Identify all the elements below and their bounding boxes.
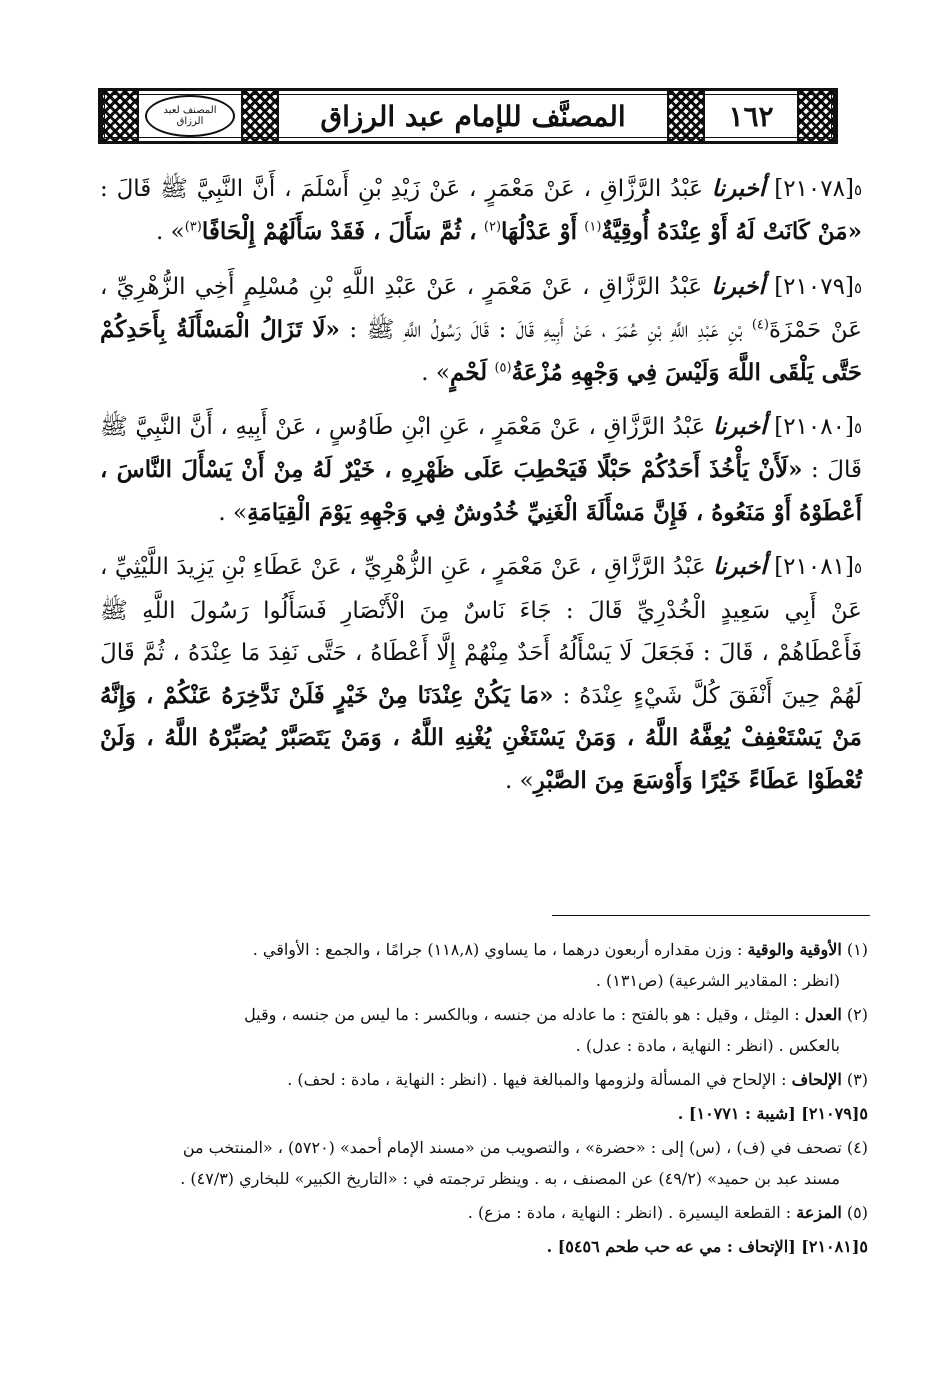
footnote-4 (100, 1132, 868, 1194)
footnote-number: (٤) (846, 1138, 868, 1157)
hadith-21079 (100, 266, 862, 394)
footnote-ref-4: (٤) (751, 317, 769, 333)
matn-part-2: أَوْ عَدْلُهَا (501, 218, 577, 246)
footnote-ref-5: (٥) (494, 359, 512, 375)
footnote-term: الإلحاف (791, 1070, 842, 1089)
akhbarana: أخبرنا (711, 175, 766, 202)
matn-end: » . (505, 767, 534, 794)
header-ornament-right (797, 91, 835, 141)
footnote-ref-3: (٣) (184, 219, 202, 235)
footnote-continuation: بالعكس . (انظر : النهاية ، مادة : عدل) . (575, 1036, 840, 1055)
isnad: عَبْدُ الرَّزَّاقِ ، عَنْ مَعْمَرٍ ، عَنِ الزُّهْرِيِّ ، عَنْ عَطَاءِ بْنِ يَزِيدَ اللَّيْثِيِّ ، عَنْ أَبِي سَعِيدٍ الْخُدْرِيِّ قَالَ : جَاءَ نَاسٌ مِنَ الْأَنْصَارِ فَسَأَلُوا رَسُولَ اللَّهِ ﷺ فَأَعْطَاهُمْ ، قَالَ : فَجَعَلَ لَا يَسْأَلُهُ أَحَدٌ مِنْهُمْ إِلَّا أَعْطَاهُ ، حَتَّى نَفِدَ مَا عِنْدَهُ ، ثُمَّ قَالَ لَهُمْ حِينَ أَنْفَقَ كُلَّ شَيْءٍ عِنْدَهُ : (100, 554, 863, 709)
matn: «لَا تَزَالُ الْمَسْأَلَةُ بِأَحَدِكُمْ حَتَّى يَلْقَى اللَّهَ وَلَيْسَ فِي وَجْهِهِ مُزْعَةُ (100, 316, 862, 386)
footnote-term: المزعة (796, 1203, 842, 1222)
footnote-term: الأوقية والوقية (747, 940, 842, 959)
book-seal-logo: المصنف لعبد الرزاق (145, 95, 235, 137)
matn-end: » . (421, 359, 450, 386)
footnote-2 (100, 999, 868, 1061)
hadith-mark: ٥ (853, 559, 862, 577)
matn-part-2: لَحْمٍ (449, 358, 488, 386)
footnote-term: العدل (804, 1005, 842, 1024)
matn-end: » . (218, 499, 248, 526)
hadith-mark: ٥ (853, 180, 863, 199)
isnad: عَبْدُ الرَّزَّاقِ ، عَنْ مَعْمَرٍ ، عَنْ عَبْدِ اللَّهِ بْنِ مُسْلِمٍ أَخِي الزُّهْرِيِّ ، عَنْ حَمْزَةَ (100, 273, 862, 343)
footnote-3 (100, 1064, 868, 1095)
main-text (100, 168, 862, 814)
takhrij-21079: ٥[٢١٠٧٩] [شيبة : ١٠٧٧١] . (677, 1104, 868, 1123)
footnote-ref-2: (٢) (483, 219, 502, 235)
hadith-21081 (100, 546, 862, 802)
hadith-number: [٢١٠٨١] (774, 554, 854, 581)
footnotes (100, 934, 868, 1265)
isnad: عَبْدُ الرَّزَّاقِ ، عَنْ مَعْمَرٍ ، عَنِ ابْنِ طَاوُسٍ ، عَنْ أَبِيهِ ، أَنَّ النَّبِيَّ ﷺ قَالَ : (100, 414, 862, 484)
hadith-number: [٢١٠٧٩] (774, 273, 854, 300)
footnote-text: تصحف في (ف) ، (س) إلى : «حضرة» ، والتصويب من «مسند الإمام أحمد» (٥٧٢٠) ، «المنتخب من (182, 1138, 842, 1157)
footnote-5 (100, 1197, 868, 1228)
header-ornament-left (101, 91, 139, 141)
matn-part-3: ، ثُمَّ سَأَلَ ، فَقَدْ سَأَلَهُمْ إِلْحَافًا (201, 218, 477, 246)
footnote-ref-1: (١) (584, 219, 602, 235)
header-ornament-mid-left (241, 91, 279, 141)
matn: «مَنْ كَانَتْ لَهُ أَوْ عِنْدَهُ أُوقِيَّةٌ (601, 218, 862, 246)
footnote-1 (100, 934, 868, 996)
matn: «لَأَنْ يَأْخُذَ أَحَدُكُمْ حَبْلًا فَيَحْطِبَ عَلَى ظَهْرِهِ ، خَيْرٌ لَهُ مِنْ أَنْ يَسْأَلَ النَّاسَ ، أَعْطَوْهُ أَوْ مَنَعُوهُ ، فَإِنَّ مَسْأَلَةَ الْغَنِيِّ خُدُوشٌ فِي وَجْهِهِ يَوْمَ الْقِيَامَةِ (100, 456, 862, 526)
matn: «مَا يَكُنْ عِنْدَنَا مِنْ خَيْرٍ فَلَنْ نَدَّخِرَهُ عَنْكُمْ ، وَإِنَّهُ مَنْ يَسْتَعْفِفْ يُعِفَّهُ اللَّهُ ، وَمَنْ يَسْتَغْنِ يُغْنِهِ اللَّهُ ، وَمَنْ يَتَصَبَّرْ يُصَبِّرْهُ اللَّهُ ، وَلَنْ تُعْطَوْا عَطَاءً خَيْرًا وَأَوْسَعَ مِنَ الصَّبْرِ (100, 681, 862, 794)
footnote-number: (٥) (846, 1203, 868, 1222)
footnote-number: (٢) (846, 1005, 868, 1024)
footnote-continuation: مسند عبد بن حميد» (٤٩/٢) عن المصنف ، به . وينظر ترجمته في : «التاريخ الكبير» للبخاري (٤٧/٣) . (180, 1169, 840, 1188)
footnote-number: (١) (846, 940, 868, 959)
footnote-separator (552, 915, 870, 916)
akhbarana: أخبرنا (711, 272, 765, 300)
hadith-mark: ٥ (853, 278, 862, 297)
hadith-number: [٢١٠٧٨] (774, 176, 854, 202)
header-ornament-mid-right (667, 91, 705, 141)
hadith-number: [٢١٠٨٠] (774, 414, 854, 440)
page-header (98, 88, 838, 144)
hadith-21080 (100, 406, 862, 534)
page-number: ١٦٢ (728, 99, 774, 133)
akhbarana: أخبرنا (713, 553, 767, 581)
isnad-part-2: بْنِ عَبْدِ اللَّهِ بْنِ عُمَرَ ، عَنْ أَبِيهِ قَالَ : قَالَ رَسُولُ اللَّهِ ﷺ : (349, 317, 743, 343)
book-title: المصنَّف للإمام عبد الرزاق (320, 99, 626, 133)
isnad: عَبْدُ الرَّزَّاقِ ، عَنْ مَعْمَرٍ ، عَنْ زَيْدِ بْنِ أَسْلَمَ ، أَنَّ النَّبِيَّ ﷺ قَالَ : (100, 176, 703, 202)
akhbarana: أخبرنا (712, 413, 767, 440)
footnote-text: : الإلحاح في المسألة ولزومها والمبالغة فيها . (انظر : النهاية ، مادة : لحف) . (287, 1070, 787, 1089)
hadith-mark: ٥ (853, 418, 863, 437)
hadith-21078 (100, 168, 862, 254)
footnote-text: : وزن مقداره أربعون درهما ، ما يساوي (١١٨,٨) جرامًا ، والجمع : الأواقي . (252, 940, 743, 959)
footnote-text: : المِثل ، وقيل : هو بالفتح : ما عادله من جنسه ، وبالكسر : ما ليس من جنسه ، وقيل (244, 1005, 800, 1024)
takhrij-21081: ٥[٢١٠٨١] [الإتحاف : مي عه حب طحم ٥٤٥٦] . (546, 1237, 868, 1256)
footnote-number: (٣) (846, 1070, 868, 1089)
footnote-text: : القطعة اليسيرة . (انظر : النهاية ، مادة : مزع) . (467, 1203, 792, 1222)
footnote-continuation: (انظر : المقادير الشرعية) (ص١٣١) . (595, 971, 840, 990)
matn-end: » . (156, 219, 185, 246)
